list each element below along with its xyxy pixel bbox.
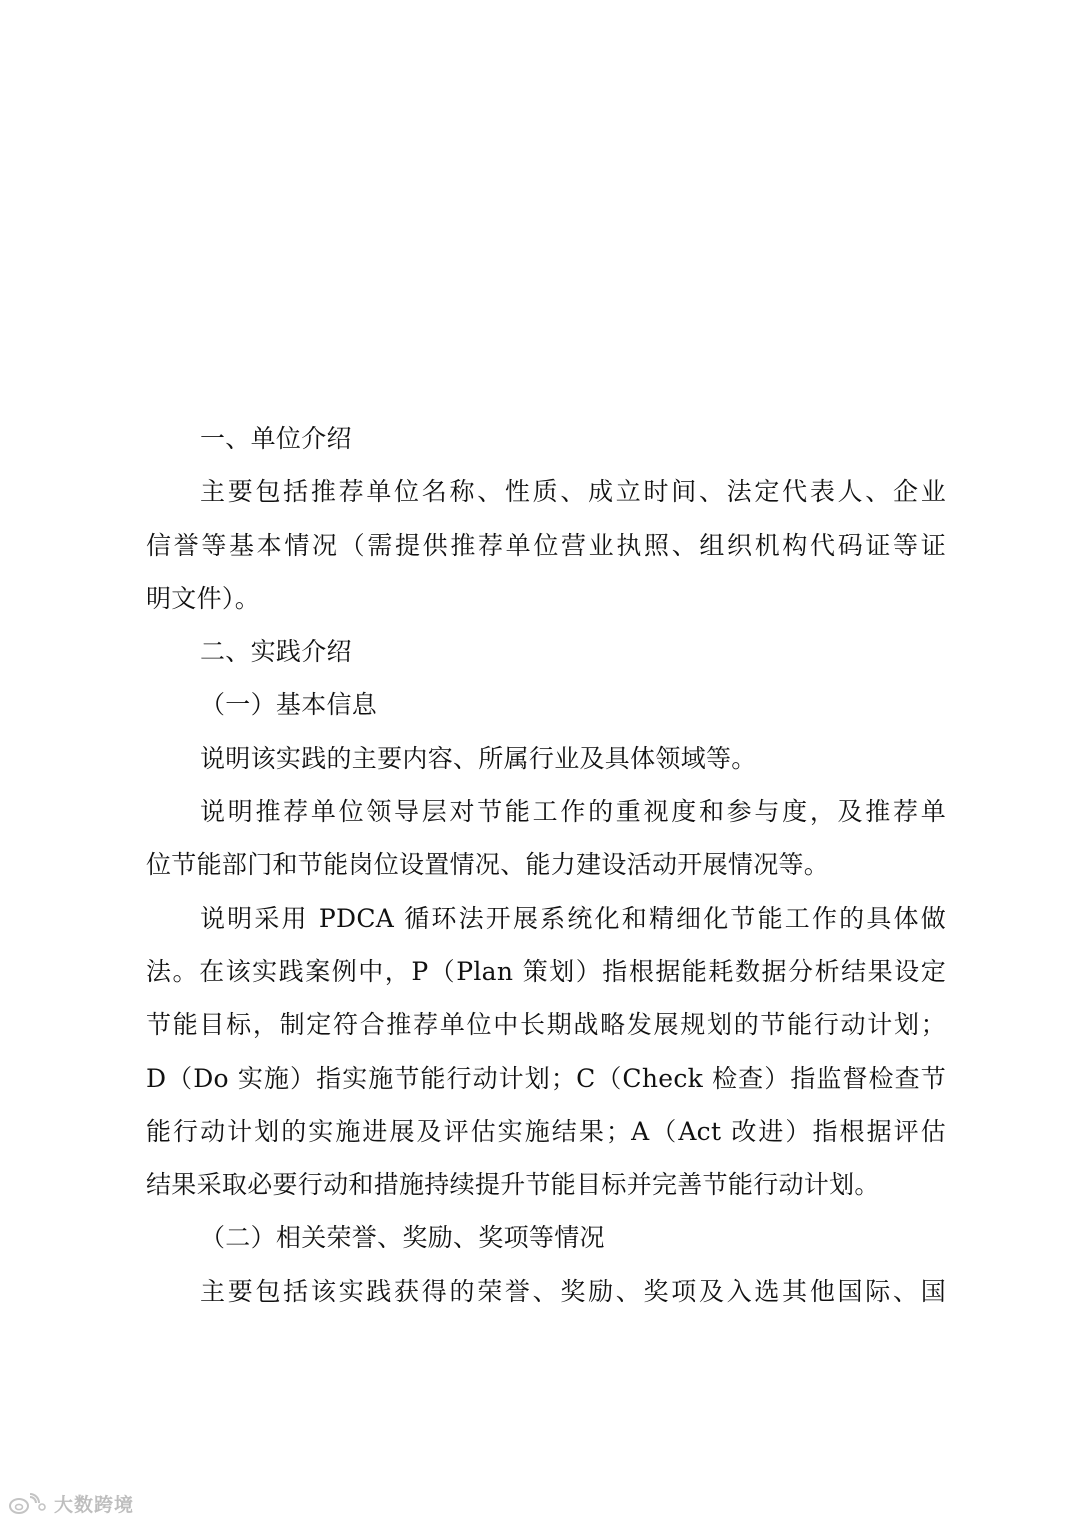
paragraph-line: 说明该实践的主要内容、所属行业及具体领域等。 <box>200 743 757 773</box>
weibo-logo-icon <box>8 1493 48 1515</box>
section-heading-practice-intro: 二、实践介绍 <box>200 637 352 667</box>
subsection-heading-honors: （二）相关荣誉、奖励、奖项等情况 <box>200 1223 605 1253</box>
paragraph-line: 法。在该实践案例中，P（Plan 策划）指根据能耗数据分析结果设定 <box>146 956 946 986</box>
section-heading-unit-intro: 一、单位介绍 <box>200 424 352 453</box>
paragraph-line: 节能目标，制定符合推荐单位中长期战略发展规划的节能行动计划； <box>146 1010 946 1040</box>
paragraph-line: 说明采用 PDCA 循环法开展系统化和精细化节能工作的具体做 <box>200 903 946 933</box>
paragraph-line: 主要包括该实践获得的荣誉、奖励、奖项及入选其他国际、国 <box>200 1276 946 1306</box>
watermark <box>8 1490 134 1517</box>
paragraph-line: 主要包括推荐单位名称、性质、成立时间、法定代表人、企业 <box>200 477 946 507</box>
paragraph-line: 能行动计划的实施进展及评估实施结果；A（Act 改进）指根据评估 <box>146 1116 946 1146</box>
paragraph-line: 说明推荐单位领导层对节能工作的重视度和参与度，及推荐单 <box>200 797 946 827</box>
paragraph-line: 结果采取必要行动和措施持续提升节能目标并完善节能行动计划。 <box>146 1170 880 1200</box>
paragraph-line: 位节能部门和节能岗位设置情况、能力建设活动开展情况等。 <box>146 850 830 880</box>
watermark-text: 大数跨境 <box>54 1494 135 1516</box>
paragraph-line: D（Do 实施）指实施节能行动计划；C（Check 检查）指监督检查节 <box>146 1063 946 1093</box>
document-body <box>146 412 946 1318</box>
subsection-heading-basic-info: （一）基本信息 <box>200 690 378 720</box>
paragraph-line: 明文件）。 <box>146 583 261 613</box>
paragraph-line: 信誉等基本情况（需提供推荐单位营业执照、组织机构代码证等证 <box>146 530 946 560</box>
